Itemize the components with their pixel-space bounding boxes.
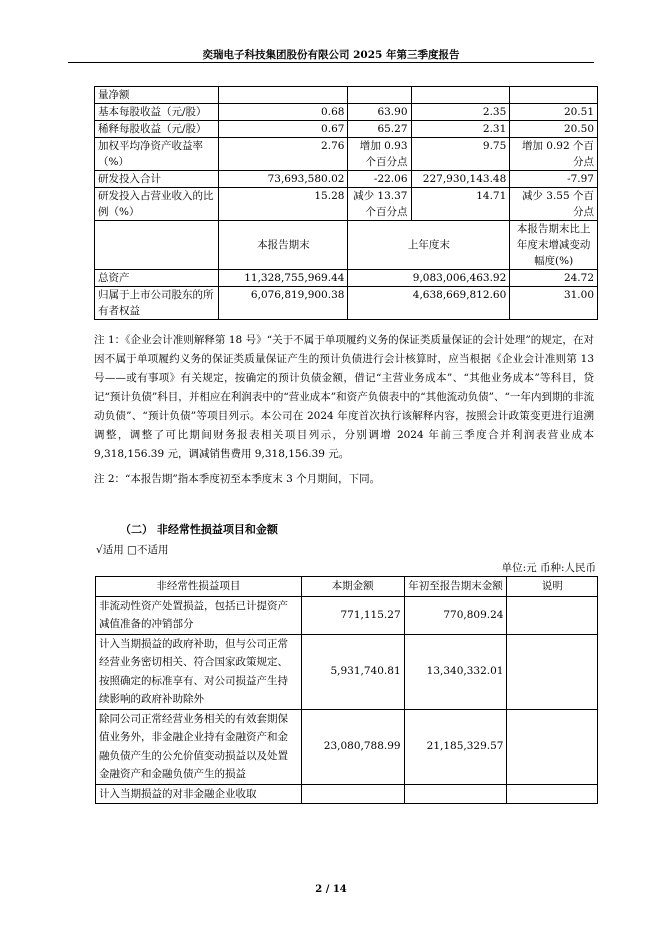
cell-value [507,634,598,709]
row-label: 除同公司正常经营业务相关的有效套期保值业务外，非金融企业持有金融资产和金融负债产生的公允价值变动损益以及处置金融资产和金融负债产生的损益 [96,709,302,784]
cell-value: 2.31 [411,121,510,138]
cell-value [301,784,404,804]
cell-value: 增加 0.92 个百分点 [510,138,598,171]
cell-value: 0.67 [219,121,348,138]
cell-value: 9.75 [411,138,510,171]
cell-value: 4,638,669,812.60 [348,287,510,320]
table-subheader-row [95,221,598,270]
cell-value: 2.35 [411,104,510,121]
row-label: 研发投入占营业收入的比例（%） [95,188,219,221]
cell-value: 9,083,006,463.92 [348,270,510,287]
cell-value: 13,340,332.01 [404,634,507,709]
cell-value [507,596,598,634]
note-2: 注 2：“本报告期”指本季度初至本季度末 3 个月期间，下同。 [94,473,381,485]
table-row [95,287,598,320]
table-row [95,270,598,287]
cell-value: 771,115.27 [301,596,404,634]
cell-value: 11,328,755,969.44 [219,270,348,287]
column-header: 本报告期末 [219,221,348,270]
cell-value: 5,931,740.81 [301,634,404,709]
cell-value [219,87,348,104]
column-header: 年初至报告期末金额 [404,577,507,597]
row-label: 量净额 [95,87,219,104]
applicable-indicator: √适用 □不适用 [96,544,169,556]
table-row [96,634,598,709]
cell-value [411,87,510,104]
cell-value: 20.50 [510,121,598,138]
column-header: 说明 [507,577,598,597]
cell-value: 0.68 [219,104,348,121]
key-financial-data-table [94,86,598,320]
cell-value [348,87,411,104]
row-label: 稀释每股收益（元/股） [95,121,219,138]
column-header: 上年度末 [348,221,510,270]
cell-value: 14.71 [411,188,510,221]
cell-value: 6,076,819,900.38 [219,287,348,320]
cell-value: 2.76 [219,138,348,171]
row-label: 归属于上市公司股东的所有者权益 [95,287,219,320]
row-label: 非流动性资产处置损益，包括已计提资产减值准备的冲销部分 [96,596,302,634]
cell-value: -22.06 [348,171,411,188]
cell-value: 增加 0.93 个百分点 [348,138,411,171]
table-header-row [96,577,598,597]
column-header: 本期金额 [301,577,404,597]
cell-value: 23,080,788.99 [301,709,404,784]
cell-value: 65.27 [348,121,411,138]
empty-cell [95,221,219,270]
cell-value [507,784,598,804]
table-row [95,87,598,104]
cell-value: -7.97 [510,171,598,188]
cell-value: 770,809.24 [404,596,507,634]
column-header: 本报告期末比上年度末增减变动幅度(%) [510,221,598,270]
row-label: 研发投入合计 [95,171,219,188]
row-label: 计入当期损益的对非金融企业收取 [96,784,302,804]
cell-value [510,87,598,104]
table-row [96,784,598,804]
header-divider [68,62,594,63]
cell-value: 31.00 [510,287,598,320]
report-header-title: 奕瑞电子科技集团股份有限公司 2025 年第三季度报告 [202,49,460,61]
column-header: 非经常性损益项目 [96,577,302,597]
cell-value: 63.90 [348,104,411,121]
table-row [95,121,598,138]
cell-value: 73,693,580.02 [219,171,348,188]
cell-value: 15.28 [219,188,348,221]
section-title: （二） 非经常性损益项目和金额 [120,523,278,536]
cell-value: 减少 13.37 个百分点 [348,188,411,221]
cell-value [404,784,507,804]
cell-value: 227,930,143.48 [411,171,510,188]
table-row [96,709,598,784]
table-row [95,171,598,188]
unit-label: 单位:元 币种:人民币 [501,562,596,574]
row-label: 基本每股收益（元/股） [95,104,219,121]
cell-value [507,709,598,784]
cell-value: 20.51 [510,104,598,121]
table-row [95,188,598,221]
non-recurring-items-table [95,576,598,804]
note-1: 注 1：《企业会计准则解释第 18 号》“关于不属于单项履约义务的保证类质量保证的会计处理”的规定，在对因不属于单项履约义务的保证类质量保证产生的预计负债进行会计核算时，应当根据《企业会计准则第 13 号——或有事项》有关规定，按确定的预计负债金额，借记“主营业务成本”、“其他业务成本”等科目，贷记“预计负债”科目，并相应在利润表中的“营业成本”和资产负债表中的“其他流动负债”、“一年内到期的非流动负债”、“预计负债”等项目列示。本公司在 2024 年度首次执行该解释内容，按照会计政策变更进行追溯调整，调整了可比期间财务报表相关项目列示，分别调增 2024 年前三季度合并利润表营业成本 9,318,156.39 元，调减销售费用 9,318,156.39 元。 [94,334,594,460]
page-number: 2 / 14 [315,884,347,895]
row-label: 计入当期损益的政府补助，但与公司正常经营业务密切相关、符合国家政策规定、按照确定的标准享有、对公司损益产生持续影响的政府补助除外 [96,634,302,709]
table-row [95,104,598,121]
row-label: 加权平均净资产收益率（%） [95,138,219,171]
cell-value: 21,185,329.57 [404,709,507,784]
cell-value: 24.72 [510,270,598,287]
table-row [95,138,598,171]
cell-value: 减少 3.55 个百分点 [510,188,598,221]
row-label: 总资产 [95,270,219,287]
table-row [96,596,598,634]
